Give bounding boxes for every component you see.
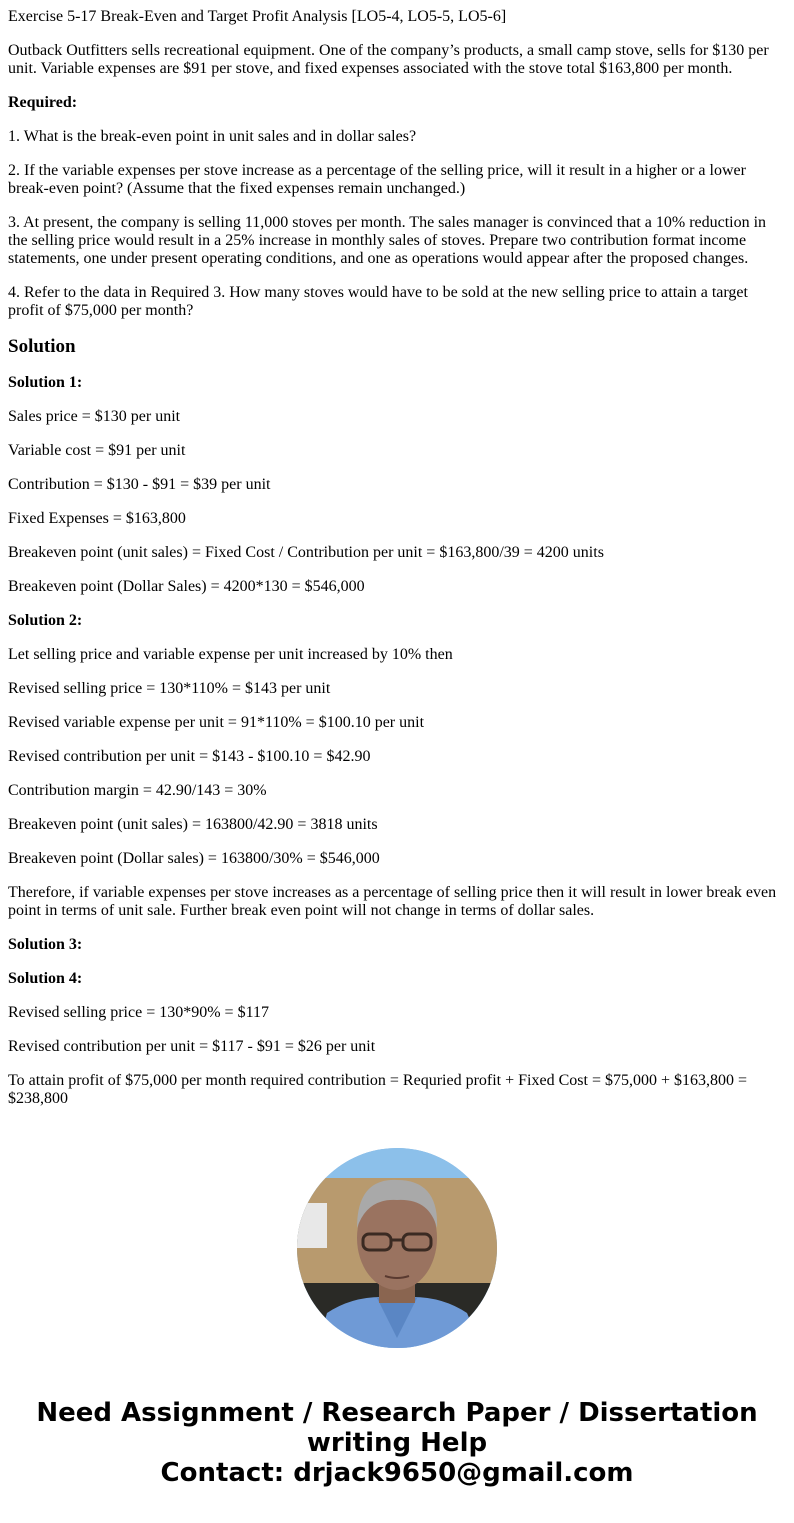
question-2: 2. If the variable expenses per stove increase as a percentage of the selling price, will it result in a higher or a lower break-even point? (Assume that the fixed expenses remain unchanged.) — [8, 162, 746, 197]
promo-contact: Contact: drjack9650@gmail.com — [160, 1458, 634, 1488]
question-1: 1. What is the break-even point in unit sales and in dollar sales? — [8, 128, 417, 145]
promo-text: Need Assignment / Research Paper / Dissertation writing Help — [36, 1398, 758, 1458]
solution-3-label: Solution 3: — [8, 936, 83, 953]
solution-line: Therefore, if variable expenses per stove increases as a percentage of selling price then it will result in lower break even point in terms of unit sale. Further break even point will not change in terms of dollar sales. — [8, 884, 777, 919]
solution-line: Breakeven point (unit sales) = 163800/42.90 = 3818 units — [8, 816, 378, 833]
solution-line: Revised contribution per unit = $143 - $100.10 = $42.90 — [8, 748, 371, 765]
avatar-photo — [297, 1148, 497, 1348]
question-4: 4. Refer to the data in Required 3. How many stoves would have to be sold at the new selling price to attain a target profit of $75,000 per month? — [8, 284, 748, 319]
solution-line: Breakeven point (Dollar sales) = 163800/30% = $546,000 — [8, 850, 380, 867]
solution-line: Contribution = $130 - $91 = $39 per unit — [8, 476, 271, 493]
exercise-title: Exercise 5-17 Break-Even and Target Profit Analysis [LO5-4, LO5-5, LO5-6] — [8, 8, 507, 25]
person-portrait-icon — [297, 1148, 497, 1348]
solution-line: Fixed Expenses = $163,800 — [8, 510, 186, 527]
solution-line: Sales price = $130 per unit — [8, 408, 181, 425]
question-3: 3. At present, the company is selling 11,000 stoves per month. The sales manager is convinced that a 10% reduction in the selling price would result in a 25% increase in monthly sales of stoves. Prepare two contribution format income statements, one under present operating conditions, and one as operations would appear after the proposed changes. — [8, 214, 767, 267]
solution-line: Revised variable expense per unit = 91*110% = $100.10 per unit — [8, 714, 425, 731]
solution-line: Contribution margin = 42.90/143 = 30% — [8, 782, 267, 799]
avatar-container — [8, 1148, 786, 1348]
solution-1-label: Solution 1: — [8, 374, 83, 391]
required-label: Required: — [8, 94, 78, 111]
solution-2-label: Solution 2: — [8, 612, 83, 629]
solution-line: Breakeven point (Dollar Sales) = 4200*130 = $546,000 — [8, 578, 365, 595]
solution-4-label: Solution 4: — [8, 970, 83, 987]
solution-line: To attain profit of $75,000 per month required contribution = Requried profit + Fixed Cost = $75,000 + $163,800 = $238,800 — [8, 1072, 748, 1107]
solution-line: Breakeven point (unit sales) = Fixed Cost / Contribution per unit = $163,800/39 = 4200 units — [8, 544, 604, 561]
solution-line: Revised selling price = 130*90% = $117 — [8, 1004, 269, 1021]
solution-line: Revised selling price = 130*110% = $143 per unit — [8, 680, 331, 697]
solution-line: Revised contribution per unit = $117 - $91 = $26 per unit — [8, 1038, 376, 1055]
solution-heading: Solution — [8, 336, 76, 357]
solution-line: Variable cost = $91 per unit — [8, 442, 186, 459]
exercise-intro: Outback Outfitters sells recreational equipment. One of the company’s products, a small camp stove, sells for $130 per unit. Variable expenses are $91 per stove, and fixed expenses associated with the stove total $163,800 per month. — [8, 42, 769, 77]
solution-line: Let selling price and variable expense per unit increased by 10% then — [8, 646, 453, 663]
promo-banner — [8, 1398, 786, 1488]
